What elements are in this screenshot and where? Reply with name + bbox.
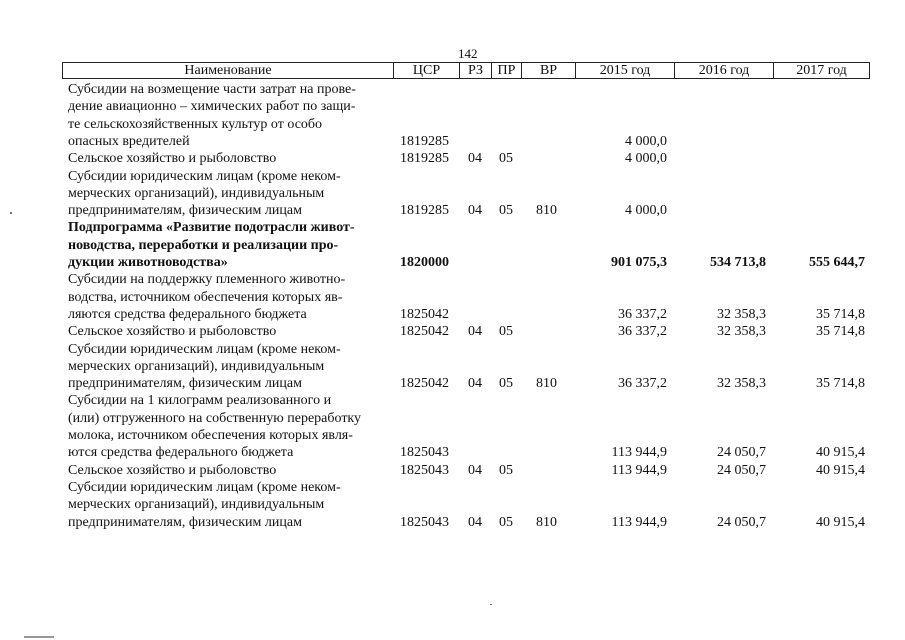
cell-pr: 05: [499, 462, 513, 478]
header-2015: 2015 год: [576, 63, 675, 78]
scan-mark: [490, 604, 492, 605]
row-name-line: Субсидии на поддержку племенного животно-: [68, 272, 346, 288]
cell-y2015: 4 000,0: [625, 151, 667, 167]
header-2016: 2016 год: [675, 63, 774, 78]
row-name-line: молока, источником обеспечения которых явля-: [68, 428, 353, 443]
row-name-line: предпринимателям, физическим лицам: [68, 514, 302, 530]
row-name-line: Субсидии юридическим лицам (кроме неком-: [68, 479, 341, 495]
cell-y2015: 4 000,0: [625, 133, 667, 149]
cell-csr: 1819285: [400, 203, 449, 219]
row-name-line: Субсидии на возмещение части затрат на прове-: [68, 82, 356, 97]
cell-csr: 1825042: [400, 376, 449, 392]
row-name-line: предпринимателям, физическим лицам: [68, 376, 302, 392]
row-name-line: предпринимателям, физическим лицам: [68, 203, 302, 219]
cell-y2015: 113 944,9: [611, 514, 667, 530]
row-name-line: ются средства федерального бюджета: [68, 445, 294, 461]
row-name-line: новодства, переработки и реализации про-: [68, 237, 339, 253]
cell-y2015: 113 944,9: [611, 462, 667, 478]
row-name-line: ляются средства федерального бюджета: [68, 306, 307, 322]
cell-y2017: 40 915,4: [816, 514, 865, 530]
header-rz: РЗ: [460, 63, 492, 78]
cell-csr: 1825043: [400, 462, 449, 478]
header-vr: ВР: [522, 63, 576, 78]
cell-pr: 05: [499, 203, 513, 219]
cell-rz: 04: [468, 151, 482, 167]
cell-pr: 05: [499, 324, 513, 340]
cell-rz: 04: [468, 203, 482, 219]
row-name-line: мерческих организаций), индивидуальным: [68, 358, 325, 374]
cell-rz: 04: [468, 514, 482, 530]
cell-y2016: 24 050,7: [717, 514, 766, 530]
cell-pr: 05: [499, 376, 513, 392]
cell-y2016: 32 358,3: [717, 306, 766, 322]
cell-vr: 810: [536, 376, 557, 392]
row-name-line: Субсидии на 1 килограмм реализованного и: [68, 393, 332, 409]
cell-y2016: 24 050,7: [717, 462, 766, 478]
cell-vr: 810: [536, 514, 557, 530]
cell-y2016: 534 713,8: [710, 255, 766, 270]
header-name: Наименование: [63, 63, 394, 78]
cell-rz: 04: [468, 324, 482, 340]
cell-y2017: 35 714,8: [816, 376, 865, 392]
cell-csr: 1819285: [400, 133, 449, 149]
row-name-line: опасных вредителей: [68, 133, 190, 149]
row-name-line: дукции животноводства»: [68, 255, 228, 270]
cell-pr: 05: [499, 151, 513, 167]
row-name-line: мерческих организаций), индивидуальным: [68, 185, 325, 201]
cell-y2015: 36 337,2: [618, 376, 667, 392]
cell-y2015: 36 337,2: [618, 324, 667, 340]
cell-y2015: 113 944,9: [611, 445, 667, 461]
cell-y2017: 40 915,4: [816, 445, 865, 461]
row-name-line: Сельское хозяйство и рыболовство: [68, 462, 277, 478]
cell-y2017: 555 644,7: [809, 255, 865, 270]
row-name-line: водства, источником обеспечения которых яв-: [68, 289, 343, 305]
row-name-line: Субсидии юридическим лицам (кроме неком-: [68, 341, 341, 357]
cell-csr: 1825043: [400, 445, 449, 461]
row-name-line: те сельскохозяйственных культур от особо: [68, 116, 323, 132]
cell-csr: 1825042: [400, 306, 449, 322]
cell-csr: 1820000: [400, 255, 449, 270]
header-csr: ЦСР: [394, 63, 460, 78]
cell-pr: 05: [499, 514, 513, 530]
scan-mark: [10, 212, 12, 214]
cell-y2016: 32 358,3: [717, 324, 766, 340]
header-2017: 2017 год: [796, 63, 847, 78]
table-header: [62, 62, 870, 79]
cell-csr: 1819285: [400, 151, 449, 167]
cell-y2017: 35 714,8: [816, 306, 865, 322]
cell-csr: 1825043: [400, 514, 449, 530]
row-name-line: (или) отгруженного на собственную переработку: [68, 410, 362, 426]
cell-vr: 810: [536, 203, 557, 219]
cell-y2016: 24 050,7: [717, 445, 766, 461]
row-name-line: мерческих организаций), индивидуальным: [68, 497, 325, 513]
row-name-line: Подпрограмма «Развитие подотрасли живот-: [68, 220, 355, 236]
cell-y2017: 35 714,8: [816, 324, 865, 340]
cell-csr: 1825042: [400, 324, 449, 340]
cell-y2017: 40 915,4: [816, 462, 865, 478]
row-name-line: Сельское хозяйство и рыболовство: [68, 151, 277, 167]
cell-y2015: 4 000,0: [625, 203, 667, 219]
row-name-line: Сельское хозяйство и рыболовство: [68, 324, 277, 340]
row-name-line: Субсидии юридическим лицам (кроме неком-: [68, 168, 341, 184]
cell-y2015: 901 075,3: [611, 255, 667, 270]
cell-rz: 04: [468, 462, 482, 478]
cell-y2015: 36 337,2: [618, 306, 667, 322]
scan-mark: [24, 636, 54, 638]
header-pr: ПР: [492, 63, 522, 78]
cell-y2016: 32 358,3: [717, 376, 766, 392]
page-number: 142: [458, 46, 478, 61]
row-name-line: дение авиационно – химических работ по защи-: [68, 99, 356, 115]
cell-rz: 04: [468, 376, 482, 392]
